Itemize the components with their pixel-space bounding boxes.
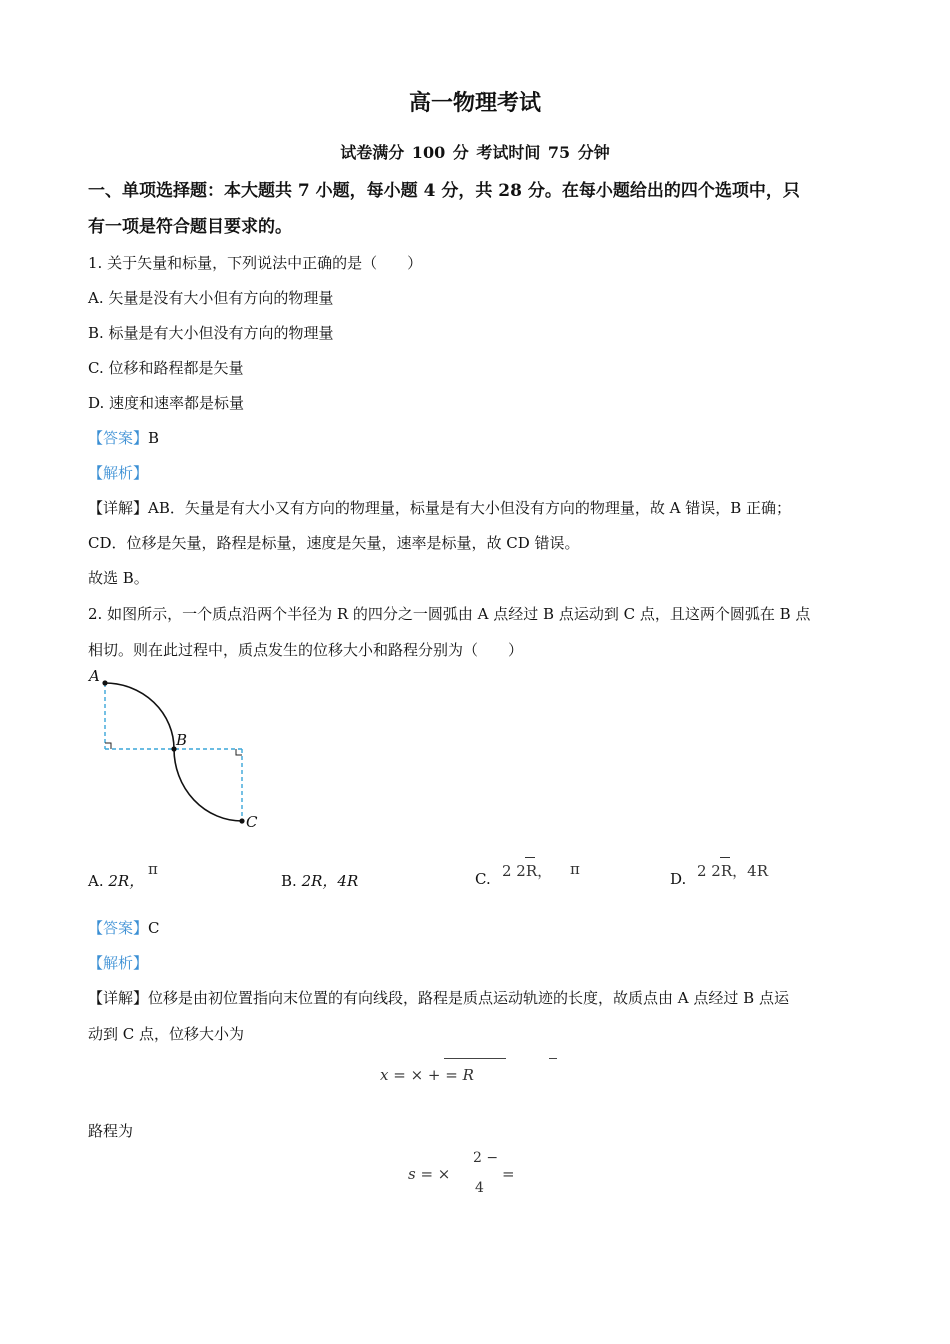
path-label: 路程为	[88, 1122, 134, 1140]
page-title: 高一物理考试	[408, 90, 541, 116]
q2-detail-line2: 动到 C 点，位移大小为	[88, 1025, 245, 1043]
q2-stem-line2: 相切。则在此过程中，质点发生的位移大小和路程分别为（ ）	[88, 641, 524, 659]
answer-value: C	[148, 919, 160, 937]
option-c-extra: π	[570, 860, 580, 878]
option-a-value: 2R，	[108, 872, 145, 890]
section-heading-line2: 有一项是符合题目要求的。	[88, 217, 292, 237]
q2-option-b	[281, 870, 358, 891]
label-c: C	[246, 813, 258, 831]
q2-stem-line1: 2. 如图所示，一个质点沿两个半径为 R 的四分之一圆弧由 A 点经过 B 点运动到 C 点，且这两个圆弧在 B 点	[88, 605, 811, 623]
section-heading-line1: 一、单项选择题：本大题共 7 小题，每小题 4 分，共 28 分。在每小题给出的四个选项中，只	[88, 181, 800, 201]
q1-option-a: A. 矢量是没有大小但有方向的物理量	[88, 289, 334, 307]
detail-text: 位移是由初位置指向末位置的有向线段，路程是质点运动轨迹的长度，故质点由 A 点经过 B 点运	[148, 989, 789, 1007]
formula-s-denominator: 4	[475, 1180, 484, 1196]
formula-s-right: =	[502, 1165, 515, 1183]
q2-analysis-tag: 【解析】	[88, 954, 149, 972]
detail-tag: 【详解】	[88, 989, 149, 1007]
arc-diagram	[80, 665, 280, 837]
exam-info: 试卷满分 100 分 考试时间 75 分钟	[340, 143, 610, 162]
answer-value: B	[148, 429, 160, 447]
q1-detail-line2: CD．位移是矢量，路程是标量，速度是矢量，速率是标量，故 CD 错误。	[88, 534, 580, 552]
option-a-extra: π	[148, 860, 158, 878]
option-d-root-bar	[720, 857, 730, 858]
q2-option-d: D.	[670, 870, 687, 888]
q2-option-c: C.	[475, 870, 491, 888]
option-c-value: 2 2R，	[502, 862, 553, 880]
q2-detail-line1	[88, 987, 789, 1008]
q1-analysis-tag: 【解析】	[88, 464, 149, 482]
q1-option-d: D. 速度和速率都是标量	[88, 394, 245, 412]
point-a	[102, 680, 107, 685]
q1-option-b: B. 标量是有大小但没有方向的物理量	[88, 324, 334, 342]
detail-text: AB．矢量是有大小又有方向的物理量，标量是有大小但没有方向的物理量，故 A 错误，B 正确；	[148, 499, 792, 517]
option-d-value: 2 2R，4R	[697, 862, 768, 880]
label-a: A	[89, 667, 100, 685]
option-a-label: A.	[88, 872, 104, 890]
label-b: B	[176, 731, 188, 749]
q1-conclusion: 故选 B。	[88, 569, 149, 587]
q1-answer	[88, 427, 159, 448]
q1-stem: 1. 关于矢量和标量，下列说法中正确的是（ ）	[88, 254, 423, 272]
detail-tag: 【详解】	[88, 499, 149, 517]
q2-option-a	[88, 870, 144, 891]
option-c-root-bar	[525, 857, 535, 858]
q1-option-c: C. 位移和路程都是矢量	[88, 359, 244, 377]
formula-root-bar-small	[549, 1058, 557, 1059]
formula-s-left: s = ×	[408, 1165, 451, 1183]
option-b-label: B.	[281, 872, 297, 890]
answer-tag: 【答案】	[88, 429, 149, 447]
option-b-value: 2R，4R	[301, 872, 359, 890]
arc-path	[105, 683, 242, 821]
formula-displacement: x = × + = R	[380, 1066, 474, 1084]
point-c	[239, 818, 244, 823]
answer-tag: 【答案】	[88, 919, 149, 937]
q2-answer	[88, 917, 160, 938]
q1-detail-line1	[88, 497, 791, 518]
formula-s-numerator: 2 −	[473, 1150, 499, 1166]
formula-root-bar	[444, 1058, 506, 1059]
